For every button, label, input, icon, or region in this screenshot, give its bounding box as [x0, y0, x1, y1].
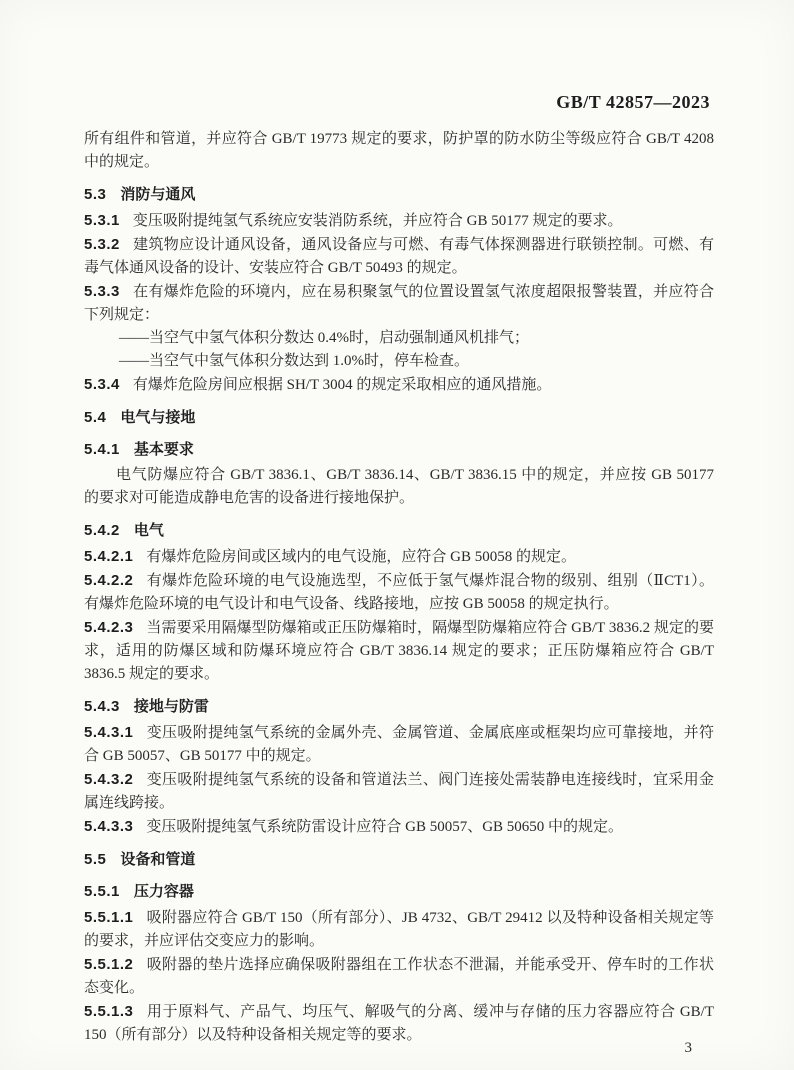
heading-number: 5.4 [84, 409, 107, 426]
clause-number: 5.5.1.3 [84, 1003, 134, 1020]
clause-paragraph [84, 280, 714, 327]
heading-title: 接地与防雷 [133, 698, 209, 715]
heading-number: 5.4.3 [84, 698, 120, 715]
clause-text: 吸附器的垫片选择应确保吸附器组在工作状态不泄漏，并能承受开、停车时的工作状态变化。 [84, 957, 714, 996]
heading-number: 5.3 [84, 186, 107, 203]
clause-text: 变压吸附提纯氢气系统的设备和管道法兰、阀门连接处需装静电连接线时，宜采用金属连线跨接。 [84, 772, 714, 811]
heading-title: 电气 [133, 522, 164, 539]
clause-paragraph [84, 768, 714, 815]
clause-paragraph [84, 1000, 714, 1047]
clause-paragraph [84, 545, 714, 569]
heading-title: 消防与通风 [120, 186, 196, 203]
clause-paragraph [84, 569, 714, 616]
clause-paragraph [84, 233, 714, 280]
document-body [84, 128, 714, 1047]
heading-title: 基本要求 [133, 441, 194, 458]
clause-number: 5.3.1 [84, 212, 120, 229]
section-heading [84, 406, 714, 429]
clause-text: 有爆炸危险环境的电气设施选型，不应低于氢气爆炸混合物的级别、组别（ⅡCT1）。有爆炸危险环境的电气设计和电气设备、线路接地，应按 GB 50058 的规定执行。 [84, 573, 714, 612]
standard-number: GB/T 42857—2023 [556, 92, 710, 112]
clause-number: 5.3.3 [84, 283, 120, 300]
clause-paragraph [84, 373, 714, 397]
heading-number: 5.4.1 [84, 441, 120, 458]
clause-paragraph [84, 906, 714, 953]
heading-title: 设备和管道 [120, 851, 196, 868]
clause-text: 变压吸附提纯氢气系统的金属外壳、金属管道、金属底座或框架均应可靠接地，并符合 GB 50057、GB 50177 中的规定。 [84, 725, 714, 764]
clause-number: 5.4.2.2 [84, 572, 134, 589]
clause-text: 吸附器应符合 GB/T 150（所有部分）、JB 4732、GB/T 29412 以及特种设备相关规定等的要求，并应评估交变应力的影响。 [84, 910, 714, 949]
heading-title: 压力容器 [133, 883, 194, 900]
page-number: 3 [684, 1040, 692, 1056]
heading-number: 5.5 [84, 851, 107, 868]
heading-title: 电气与接地 [120, 409, 196, 426]
clause-number: 5.3.4 [84, 376, 120, 393]
clause-text: 在有爆炸危险的环境内，应在易积聚氢气的位置设置氢气浓度超限报警装置，并应符合下列规定： [84, 284, 714, 323]
clause-text: 有爆炸危险房间或区域内的电气设施，应符合 GB 50058 的规定。 [146, 549, 576, 565]
clause-number: 5.5.1.1 [84, 909, 134, 926]
clause-text: 当需要采用隔爆型防爆箱或正压防爆箱时，隔爆型防爆箱应符合 GB/T 3836.2 规定的要求，适用的防爆区域和防爆环境应符合 GB/T 3836.14 规定的要求；正压防爆箱应符合 GB/T 3836.5 规定的要求。 [84, 620, 714, 682]
section-heading [84, 519, 714, 542]
clause-paragraph [84, 616, 714, 686]
section-heading [84, 848, 714, 871]
body-paragraph: 所有组件和管道，并应符合 GB/T 19773 规定的要求，防护罩的防水防尘等级应符合 GB/T 4208 中的规定。 [84, 131, 714, 170]
section-heading [84, 880, 714, 903]
clause-text: 有爆炸危险房间应根据 SH/T 3004 的规定采取相应的通风措施。 [132, 377, 552, 393]
heading-number: 5.5.1 [84, 883, 120, 900]
body-paragraph: 电气防爆应符合 GB/T 3836.1、GB/T 3836.14、GB/T 3836.15 中的规定，并应按 GB 50177 的要求对可能造成静电危害的设备进行接地保护。 [84, 467, 714, 506]
clause-number: 5.4.3.3 [84, 818, 134, 835]
clause-number: 5.5.1.2 [84, 956, 134, 973]
section-heading [84, 695, 714, 718]
clause-text: 用于原料气、产品气、均压气、解吸气的分离、缓冲与存储的压力容器应符合 GB/T 150（所有部分）以及特种设备相关规定等的要求。 [84, 1004, 714, 1043]
clause-paragraph [84, 815, 714, 839]
clause-text: 变压吸附提纯氢气系统防雷设计应符合 GB 50057、GB 50650 中的规定。 [146, 819, 624, 835]
clause-number: 5.4.3.2 [84, 771, 134, 788]
dash-list-item: ——当空气中氢气体积分数达 0.4%时，启动强制通风机排气； [119, 330, 529, 346]
section-heading [84, 438, 714, 461]
section-heading [84, 183, 714, 206]
heading-number: 5.4.2 [84, 522, 120, 539]
clause-paragraph [84, 721, 714, 768]
clause-number: 5.3.2 [84, 236, 120, 253]
clause-number: 5.4.2.1 [84, 548, 134, 565]
clause-paragraph [84, 953, 714, 1000]
clause-text: 建筑物应设计通风设备，通风设备应与可燃、有毒气体探测器进行联锁控制。可燃、有毒气体通风设备的设计、安装应符合 GB/T 50493 的规定。 [84, 237, 714, 276]
clause-paragraph [84, 209, 714, 233]
clause-text: 变压吸附提纯氢气系统应安装消防系统，并应符合 GB 50177 规定的要求。 [132, 213, 623, 229]
clause-number: 5.4.3.1 [84, 724, 134, 741]
clause-number: 5.4.2.3 [84, 619, 134, 636]
dash-list-item: ——当空气中氢气体积分数达到 1.0%时，停车检查。 [119, 353, 469, 369]
